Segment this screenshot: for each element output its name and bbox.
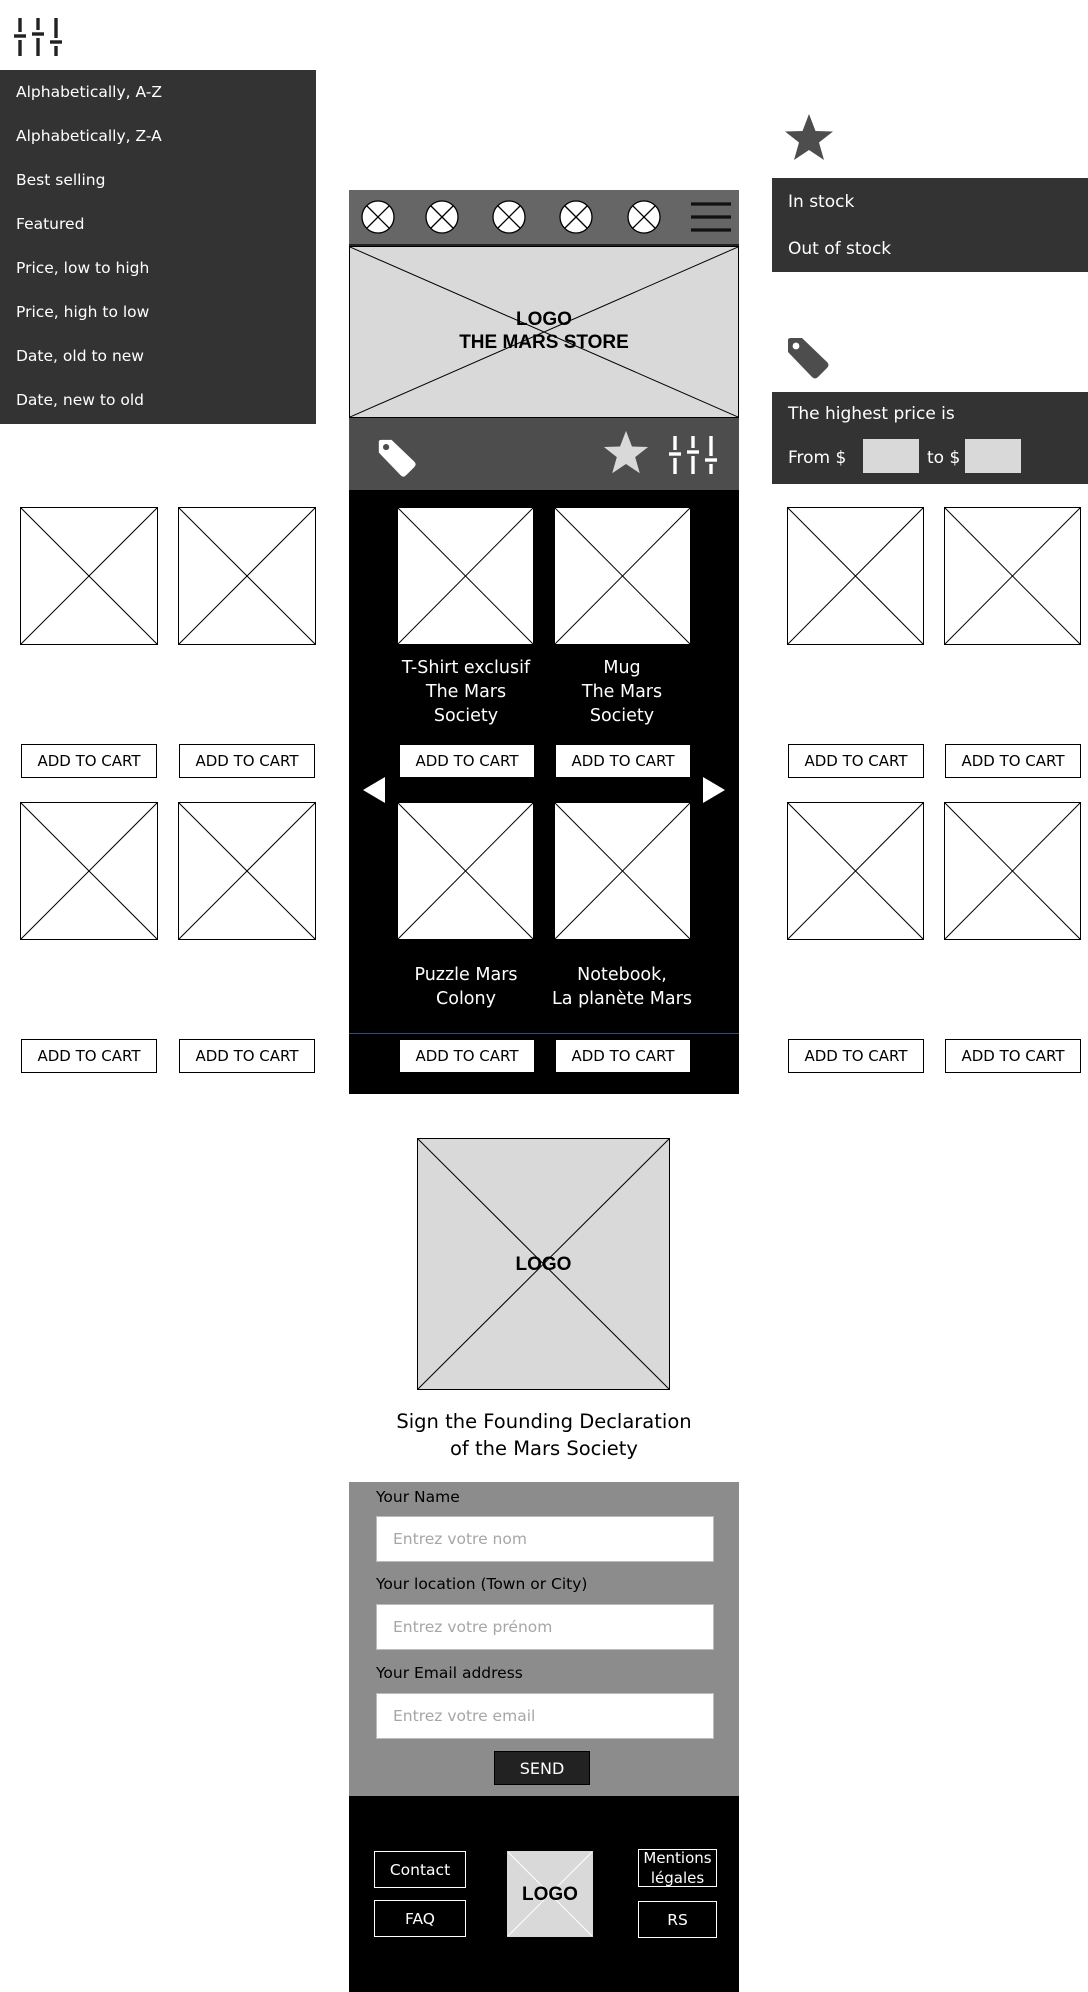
sort-option[interactable]: Best selling [16,171,106,189]
product-carousel [349,490,739,1094]
carousel-prev-arrow-icon[interactable] [363,777,385,803]
price-tag-icon[interactable] [786,336,830,380]
location-label: Your location (Town or City) [376,1575,588,1593]
faq-link[interactable]: FAQ [374,1900,466,1937]
location-input[interactable] [376,1604,714,1650]
product-image[interactable] [554,802,691,940]
footer-logo-text: LOGO [522,1884,578,1905]
add-to-cart-button[interactable]: ADD TO CART [21,744,157,778]
add-to-cart-button[interactable]: ADD TO CART [945,1039,1081,1073]
footer [349,1796,739,1992]
declaration-logo-text: LOGO [515,1254,572,1275]
stock-option-in[interactable]: In stock [788,192,855,212]
product-name: Notebook, La planète Mars [552,965,692,1009]
sort-option[interactable]: Price, low to high [16,259,150,277]
hero-logo-text: LOGO [516,309,572,330]
declaration-logo [417,1138,670,1390]
add-to-cart-button[interactable]: ADD TO CART [555,744,691,778]
availability-filter-star-icon[interactable] [602,430,650,476]
nav-placeholder-icon[interactable] [559,200,593,234]
name-label: Your Name [376,1488,460,1506]
add-to-cart-button[interactable]: ADD TO CART [555,1039,691,1073]
name-input[interactable] [376,1516,714,1562]
add-to-cart-button[interactable]: ADD TO CART [179,744,315,778]
sort-option[interactable]: Alphabetically, A-Z [16,83,162,101]
declaration-form [349,1482,739,1796]
product-image[interactable] [397,802,534,940]
product-image[interactable] [944,802,1081,940]
product-image[interactable] [20,507,158,645]
sort-option[interactable]: Price, high to low [16,303,150,321]
declaration-title: Sign the Founding Declaration of the Mars Society [396,1410,692,1460]
email-input[interactable] [376,1693,714,1739]
nav-placeholder-icon[interactable] [627,200,661,234]
sort-option[interactable]: Alphabetically, Z-A [16,127,162,145]
add-to-cart-button[interactable]: ADD TO CART [21,1039,157,1073]
product-image[interactable] [178,507,316,645]
filter-bar [349,418,739,490]
stock-option-out[interactable]: Out of stock [788,239,892,259]
hero-banner [349,246,739,418]
price-filter-panel [772,392,1088,484]
price-from-label: From $ [788,448,847,468]
product-image[interactable] [944,507,1081,645]
sort-option[interactable]: Date, new to old [16,391,144,409]
nav-placeholder-icon[interactable] [492,200,526,234]
product-image[interactable] [20,802,158,940]
sort-option[interactable]: Date, old to new [16,347,144,365]
nav-placeholder-icon[interactable] [361,200,395,234]
product-image[interactable] [554,507,691,645]
add-to-cart-button[interactable]: ADD TO CART [399,1039,535,1073]
social-networks-link[interactable]: RS [638,1901,717,1938]
add-to-cart-button[interactable]: ADD TO CART [945,744,1081,778]
carousel-next-arrow-icon[interactable] [703,777,725,803]
price-from-input[interactable] [863,439,919,473]
price-to-label: to $ [927,448,961,468]
product-name: Mug The Mars Society [581,658,663,726]
add-to-cart-button[interactable]: ADD TO CART [788,744,924,778]
product-image[interactable] [787,507,924,645]
product-image[interactable] [787,802,924,940]
footer-logo [507,1851,593,1937]
store-name: THE MARS STORE [459,332,629,353]
availability-dropdown [772,178,1088,272]
add-to-cart-button[interactable]: ADD TO CART [179,1039,315,1073]
top-nav-bar [349,190,739,246]
price-heading: The highest price is [788,404,955,424]
product-image[interactable] [178,802,316,940]
sort-sliders-icon[interactable] [14,16,62,56]
sort-dropdown [0,70,316,424]
add-to-cart-button[interactable]: ADD TO CART [399,744,535,778]
availability-star-icon[interactable] [783,113,835,163]
product-name: T-Shirt exclusif The Mars Society [401,658,531,726]
product-image[interactable] [397,507,534,645]
product-name: Puzzle Mars Colony [414,965,518,1009]
price-to-input[interactable] [965,439,1021,473]
hamburger-menu-icon[interactable] [691,202,731,232]
email-label: Your Email address [376,1664,523,1682]
divider [349,1033,739,1034]
contact-link[interactable]: Contact [374,1851,466,1888]
add-to-cart-button[interactable]: ADD TO CART [788,1039,924,1073]
send-button[interactable]: SEND [494,1751,590,1785]
sort-option[interactable]: Featured [16,215,85,233]
sort-filter-sliders-icon[interactable] [669,434,717,474]
price-filter-tag-icon[interactable] [377,438,417,478]
legal-notice-link[interactable]: Mentions légales [638,1849,717,1887]
nav-placeholder-icon[interactable] [425,200,459,234]
